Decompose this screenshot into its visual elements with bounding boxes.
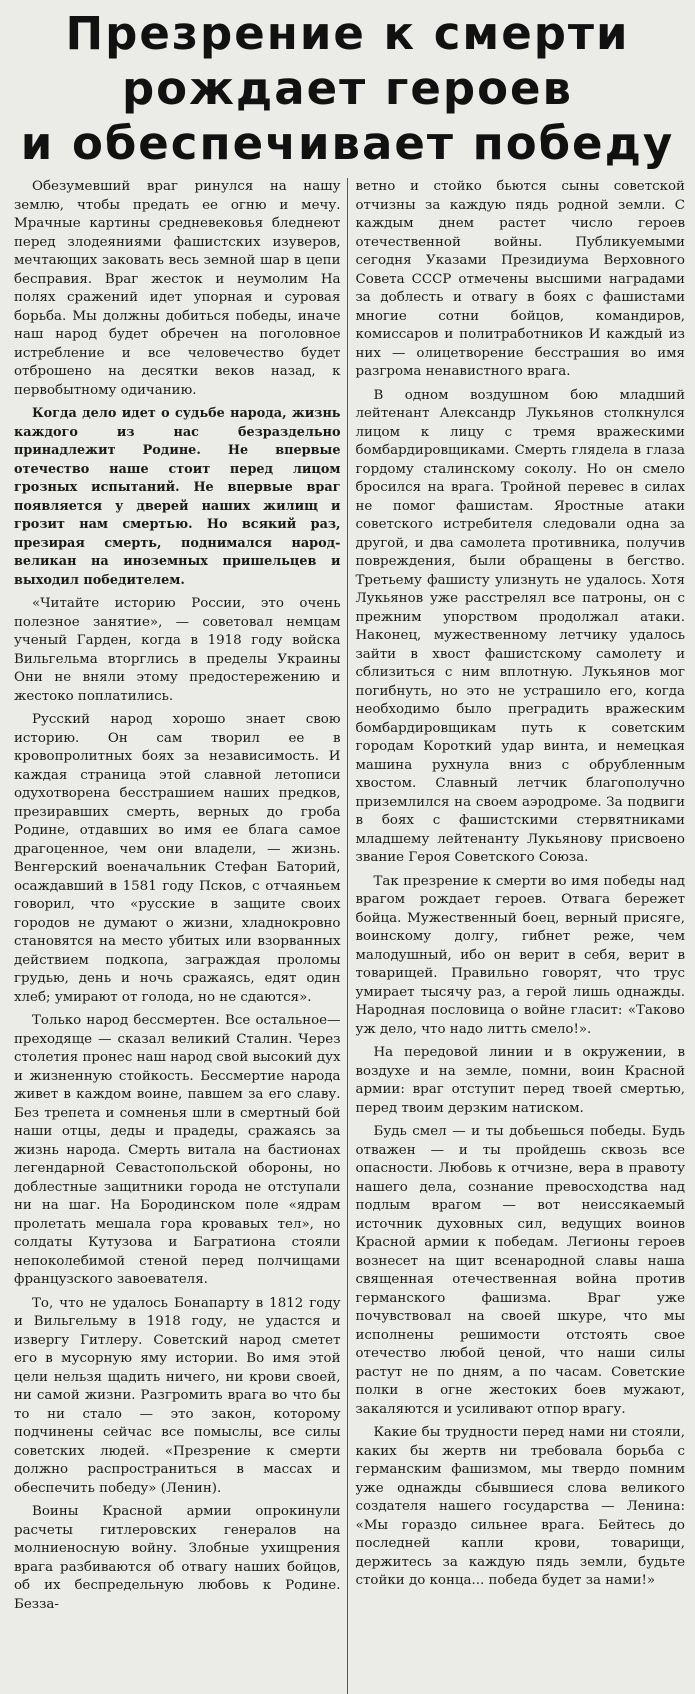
paragraph: Будь смел — и ты добьешься победы. Будь отважен — и ты пройдешь сквозь все опасности. Любовь к отчизне, вера в правоту нашего дела, сознание превосходства над подлым врагом — вот неиссякаемый источник духовных сил, ведущих воинов Красной армии к победам. Легионы героев вознесет на щит всенародной славы наша священная отечественная война против германского фашизма. Враг уже почувствовал на своей шкуре, что мы исполнены решимости отстоять свое отечество любой ценой, что наши силы растут не по дням, а по часам. Советские полки в огне жестоких боев мужают, закаляются и усиливают отпор врагу. [355,1124,685,1417]
headline [6,6,689,172]
paragraph: Воины Красной армии опрокинули расчеты гитлеровских генералов на молниеносную войну. Злобные ухищрения врага разбиваются об отвагу наших бойцов, об их беспредельную любовь к Родине. Безза- [14,1504,341,1612]
headline-line-1: Презрение к смерти [65,7,630,60]
paragraph: То, что не удалось Бонапарту в 1812 году и Вильгельму в 1918 году, не удастся и извергу Гитлеру. Советский народ сметет его в мусорную яму истории. Во имя этой цели нельзя щадить ничего, ни крови своей, ни самой жизни. Разгромить врага во что бы то ни стало — это закон, которому подчинены сейчас все помыслы, все силы советских людей. «Презрение к смерти должно распространиться в массах и обеспечить победу» (Ленин). [14,1295,341,1496]
headline-line-2: рождает героев [121,62,574,115]
paragraph: ветно и стойко бьются сыны советской отчизны за каждую пядь родной земли. С каждым днем растет число героев отечественной войны. Публикуемыми сегодня Указами Президиума Верховного Совета СССР отмечены высшими наградами за доблесть и отвагу в боях с фашистами многие сотни бойцов, командиров, комиссаров и политработников И каждый из них — олицетворение бесстрашия во имя разгрома ненавистного врага. [355,179,685,379]
paragraph: Русский народ хорошо знает свою историю. Он сам творил ее в кровопролитных боях за независимость. И каждая страница этой славной летописи одухотворена бесстрашием наших предков, презиравших смерть, верных до гроба Родине, отдавших во имя ее блага самое драгоценное, чем они владели, — жизнь. Венгерский военачальник Стефан Баторий, осаждавший в 1581 году Псков, с отчаяньем говорил, что «русские в защите своих городов не думают о жизни, хладнокровно становятся на место убитых или взорванных действием подкопа, заграждая проломы грудью, день и ночь сражаясь, едят один хлеб; умирают от голода, но не сдаются». [14,712,341,1005]
paragraph: Какие бы трудности перед нами ни стояли, каких бы жертв ни требовала борьба с германским фашизмом, мы твердо помним уже однажды сбывшиеся слова великого создателя нашего государства — Ленина: «Мы гораздо сильнее врага. Бейтесь до последней капли крови, товарищи, держитесь за каждую пядь земли, будьте стойки до конца... победа будет за нами!» [355,1425,685,1588]
paragraph: Обезумевший враг ринулся на нашу землю, чтобы предать ее огню и мечу. Мрачные картины средневековья бледнеют перед злодеяниями фашистских изуверов, мечтающих заковать весь земной шар в цепи бесправия. Враг жесток и неумолим На полях сражений идет упорная и суровая борьба. Мы должны добиться победы, иначе наш народ будет обречен на поголовное истребление и все человечество будет отброшено на десятки веков назад, к первобытному одичанию. [14,179,341,398]
paragraph: Только народ бессмертен. Все остальное—преходяще — сказал великий Сталин. Через столетия пронес наш народ свой высокий дух и жизненную стойкость. Бессмертие народа живет в каждом воине, павшем за его славу. Без трепета и сомненья шли в смертный бой наши отцы, деды и прадеды, сражаясь за жизнь народа. Смерть витала на бастионах легендарной Севастопольской обороны, но доблестные защитники города не отступали ни на шаг. На Бородинском поле «ядрам пролетать мешала гора кровавых тел», но солдаты Кутузова и Багратиона стояли непоколебимой стеной перед полчищами французского завоевателя. [14,1013,341,1287]
paragraph: Когда дело идет о судьбе народа, жизнь каждого из нас безраздельно принадлежит Родине. Не впервые отечество наше стоит перед лицом грозных испытаний. Не впервые враг появляется у дверей наших жилищ и грозит нам смертью. Но всякий раз, презирая смерть, поднимался народ-великан на иноземных пришельцев и выходил победителем. [14,406,341,588]
left-column [6,178,348,1694]
paragraph: Так презрение к смерти во имя победы над врагом рождает героев. Отвага бережет бойца. Мужественный боец, верный присяге, воинскому долгу, гибнет реже, чем малодушный, ибо он верит в себя, верит в товарищей. Правильно говорят, что трус умирает тысячу раз, а герой лишь однажды. Народная пословица о войне гласит: «Таково уж дело, что надо литть смело!». [355,873,685,1037]
paragraph: «Читайте историю России, это очень полезное занятие», — советовал немцам ученый Гарден, когда в 1918 году войска Вильгельма вторглись в пределы Украины Они не вняли этому предостережению и жестоко поплатились. [14,596,341,704]
paragraph: В одном воздушном бою младший лейтенант Александр Лукьянов столкнулся лицом к лицу с тремя вражескими бомбардировщиками. Смерть глядела в глаза гордому сталинскому соколу. Но он смело бросился на врага. Тройной перевес в силах не помог фашистам. Яростные атаки советского истребителя следовали одна за другой, и два самолета противника, получив повреждения, были обращены в бегство. Третьему фашисту улизнуть не удалось. Хотя Лукьянов уже расстрелял все патроны, он с прежним упорством продолжал атаки. Наконец, мужественному летчику удалось зайти в хвост фашистскому самолету и сблизиться с ним вплотную. Лукьянов мог погибнуть, но это не устрашило его, когда необходимо было преградить вражеским бомбардировщикам путь к советским городам Короткий удар винта, и немецкая машина рухнула вниз с обрубленным хвостом. Славный летчик благополучно приземлился на своем аэродроме. За подвиги в боях с фашистскими стервятниками младшему лейтенанту Лукьянову присвоено звание Героя Советского Союза. [355,387,685,865]
article-columns [6,178,689,1694]
headline-line-3: и обеспечивает победу [20,117,675,170]
right-column [348,178,690,1694]
paragraph: На передовой линии и в окружении, в воздухе и на земле, помни, воин Красной армии: враг отступит перед твоей смертью, перед твоим дерзким натиском. [355,1045,685,1116]
